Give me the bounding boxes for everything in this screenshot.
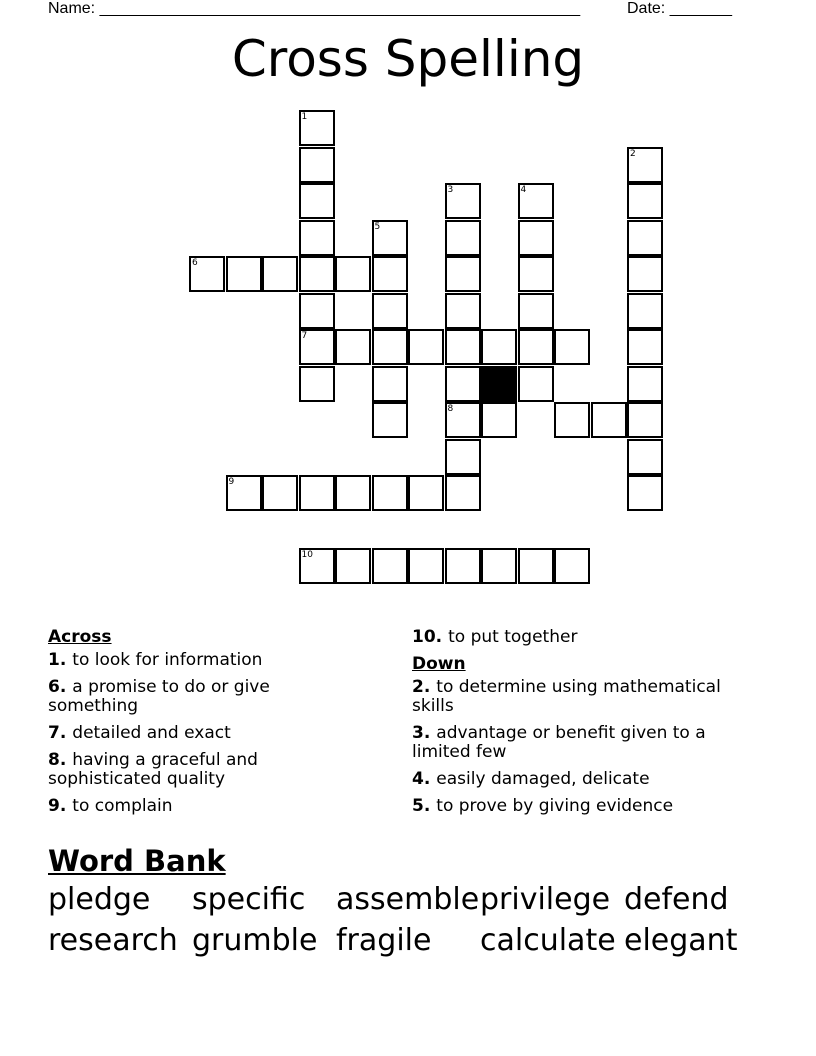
clue-number: 6 xyxy=(192,258,198,268)
crossword-cell[interactable] xyxy=(627,293,663,329)
word-bank-word: research xyxy=(48,923,178,958)
word-bank-word: calculate xyxy=(480,923,616,958)
clue-item-text: advantage or benefit given to a limited few xyxy=(412,723,706,762)
clue-item-text: detailed and exact xyxy=(72,723,231,743)
crossword-cell[interactable] xyxy=(372,256,408,292)
crossword-cell[interactable] xyxy=(299,183,335,219)
clue-number: 2 xyxy=(630,148,636,159)
crossword-cell[interactable] xyxy=(372,366,408,402)
crossword-cell[interactable] xyxy=(299,475,335,511)
crossword-cell[interactable] xyxy=(372,548,408,584)
clue-number: 10 xyxy=(301,550,313,560)
crossword-cell[interactable] xyxy=(445,439,481,475)
clue-number: 8 xyxy=(447,404,454,414)
across-heading: Across xyxy=(48,627,112,647)
crossword-cell[interactable] xyxy=(372,329,408,365)
clue-item xyxy=(412,724,752,762)
clues-left-column xyxy=(48,628,348,824)
crossword-cell[interactable] xyxy=(445,256,481,292)
crossword-cell[interactable] xyxy=(518,293,554,329)
word-bank-title: Word Bank xyxy=(48,844,226,878)
across-clue-list xyxy=(48,651,348,816)
clue-item-number: 6. xyxy=(48,677,67,697)
word-bank-word: grumble xyxy=(192,923,318,958)
crossword-cell[interactable] xyxy=(335,329,371,365)
crossword-cell[interactable] xyxy=(481,329,517,365)
crossword-cell[interactable] xyxy=(372,402,408,438)
clue-item-number: 1. xyxy=(48,650,67,670)
crossword-cell[interactable] xyxy=(372,475,408,511)
crossword-cell[interactable] xyxy=(335,548,371,584)
name-field-label: Name: ______________________________________________________ xyxy=(48,0,581,17)
clue-item-number: 9. xyxy=(48,796,67,816)
crossword-cell[interactable] xyxy=(335,256,371,292)
page-title: Cross Spelling xyxy=(231,30,585,88)
crossword-cell[interactable] xyxy=(627,256,663,292)
clue-item-number: 4. xyxy=(412,769,431,789)
crossword-cell[interactable] xyxy=(627,475,663,511)
clue-item xyxy=(412,678,752,716)
clue-item-number: 7. xyxy=(48,723,67,743)
crossword-cell[interactable] xyxy=(518,220,554,256)
clue-item xyxy=(48,724,348,743)
clue-item xyxy=(412,797,752,816)
clue-item-number: 10. xyxy=(412,627,443,647)
crossword-cell[interactable] xyxy=(226,475,262,511)
crossword-cell[interactable] xyxy=(299,548,335,584)
clue-item-text: to complain xyxy=(72,796,173,816)
date-field-label: Date: _______ xyxy=(627,0,732,17)
crossword-cell[interactable] xyxy=(627,183,663,219)
crossword-cell[interactable] xyxy=(299,147,335,183)
crossword-cell[interactable] xyxy=(554,548,590,584)
crossword-cell[interactable] xyxy=(408,329,444,365)
crossword-cell[interactable] xyxy=(445,475,481,511)
down-heading: Down xyxy=(412,654,466,674)
crossword-cell[interactable] xyxy=(445,548,481,584)
crossword-cell[interactable] xyxy=(554,402,590,438)
crossword-cell[interactable] xyxy=(262,256,298,292)
crossword-cell[interactable] xyxy=(554,329,590,365)
clue-item-number: 8. xyxy=(48,750,67,770)
crossword-cell[interactable] xyxy=(372,220,408,256)
clue-item-text: to determine using mathematical skills xyxy=(412,677,721,716)
clue-item xyxy=(48,797,348,816)
clue-item xyxy=(412,628,752,647)
crossword-cell[interactable] xyxy=(627,439,663,475)
crossword-cell[interactable] xyxy=(262,475,298,511)
crossword-cell[interactable] xyxy=(299,293,335,329)
word-bank-word: assemble xyxy=(336,882,480,917)
clue-item xyxy=(48,751,348,789)
word-bank-word: fragile xyxy=(336,923,432,958)
crossword-black-cell xyxy=(481,366,517,402)
crossword-cell[interactable] xyxy=(408,475,444,511)
clue-item xyxy=(48,678,348,716)
crossword-cell[interactable] xyxy=(518,329,554,365)
clue-number: 7 xyxy=(301,331,308,341)
clue-item-text: easily damaged, delicate xyxy=(436,769,650,789)
crossword-cell[interactable] xyxy=(518,256,554,292)
clue-item-number: 5. xyxy=(412,796,431,816)
clue-item-text: a promise to do or give something xyxy=(48,677,270,716)
clue-number: 4 xyxy=(520,185,527,195)
clue-number: 1 xyxy=(301,112,308,122)
word-bank-word: elegant xyxy=(624,923,738,958)
crossword-cell[interactable] xyxy=(518,548,554,584)
crossword-cell[interactable] xyxy=(627,402,663,438)
clue-number: 5 xyxy=(374,221,381,232)
clue-item-text: having a graceful and sophisticated quality xyxy=(48,750,258,789)
crossword-cell[interactable] xyxy=(518,366,554,402)
clue-item-number: 2. xyxy=(412,677,431,697)
clue-item xyxy=(48,651,348,670)
crossword-cell[interactable] xyxy=(408,548,444,584)
clue-item-number: 3. xyxy=(412,723,431,743)
crossword-cell[interactable] xyxy=(445,366,481,402)
crossword-cell[interactable] xyxy=(299,329,335,365)
clues-right-column xyxy=(412,628,752,824)
crossword-cell[interactable] xyxy=(226,256,262,292)
word-bank-list xyxy=(48,882,744,958)
crossword-cell[interactable] xyxy=(445,220,481,256)
crossword-cell[interactable] xyxy=(445,329,481,365)
crossword-cell[interactable] xyxy=(299,110,335,146)
clue-number: 3 xyxy=(447,185,454,195)
crossword-cell[interactable] xyxy=(627,147,663,183)
crossword-cell[interactable] xyxy=(445,293,481,329)
crossword-cell[interactable] xyxy=(299,220,335,256)
crossword-cell[interactable] xyxy=(299,366,335,402)
clue-item-text: to put together xyxy=(448,627,578,647)
clue-item-text: to prove by giving evidence xyxy=(436,796,674,816)
clue-item-text: to look for information xyxy=(72,650,263,670)
crossword-cell[interactable] xyxy=(299,256,335,292)
word-bank-word: privilege xyxy=(480,882,611,917)
word-bank-word: pledge xyxy=(48,882,151,917)
crossword-cell[interactable] xyxy=(627,329,663,365)
crossword-cell[interactable] xyxy=(481,548,517,584)
crossword-cell[interactable] xyxy=(518,183,554,219)
crossword-cell[interactable] xyxy=(445,183,481,219)
crossword-cell[interactable] xyxy=(481,402,517,438)
crossword-cell[interactable] xyxy=(445,402,481,438)
clue-item xyxy=(412,770,752,789)
crossword-cell[interactable] xyxy=(627,366,663,402)
crossword-cell[interactable] xyxy=(591,402,627,438)
crossword-cell[interactable] xyxy=(627,220,663,256)
down-clue-list xyxy=(412,678,752,816)
clue-number: 9 xyxy=(228,477,235,487)
crossword-cell[interactable] xyxy=(372,293,408,329)
across-clue-list-continued xyxy=(412,628,752,647)
crossword-cell[interactable] xyxy=(189,256,225,292)
word-bank-word: defend xyxy=(624,882,729,917)
word-bank-word: specific xyxy=(192,882,306,917)
crossword-cell[interactable] xyxy=(335,475,371,511)
